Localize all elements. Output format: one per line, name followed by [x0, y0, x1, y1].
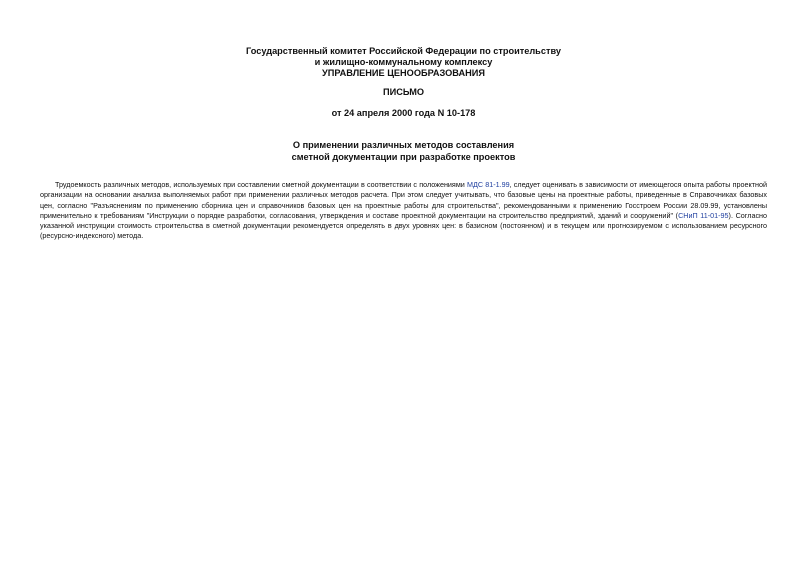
body-text-part-2: , следует оценивать в зависимости от имеющегося опыта работы проектной организации на основании анализа выполняемых работ при применении различных методов расчета. При этом следует учитывать, что базовые цены на проектные работы, приведенные в Справочниках базовых цен, согласно "Разъяснениям по применению сборника цен и справочников базовых цен на проектные работы для строительства", рекомендованными к применению Госстроем России 28.09.99, установлены применительно к требованиям "Инструкции о порядке разработки, согласования, утверждения и составе проектной документации на строительство предприятий, зданий и сооружений" ( — [40, 180, 767, 220]
issuer-department: УПРАВЛЕНИЕ ЦЕНООБРАЗОВАНИЯ — [322, 68, 485, 78]
link-mds-81-1-99[interactable]: МДС 81-1.99 — [466, 180, 510, 189]
body-text-part-3: ). Согласно указанной инструкции стоимость строительства в сметной документации рекомендуется определять в двух уровнях цен: в базисном (постоянном) и в текущем или прогнозируемом с использованием ресурсного (ресурсно-индексного) метода. — [40, 210, 768, 241]
issuer-header — [0, 46, 807, 79]
document-subject — [0, 140, 807, 163]
document-date-number: от 24 апреля 2000 года N 10-178 — [331, 108, 476, 118]
link-snip-11-01-95[interactable]: СНиП 11-01-95 — [678, 210, 729, 220]
document-type: ПИСЬМО — [382, 87, 425, 97]
issuer-line-2: и жилищно-коммунальному комплексу — [314, 57, 493, 67]
subject-line-2: сметной документации при разработке проектов — [291, 151, 516, 162]
issuer-line-1: Государственный комитет Российской Федерации по строительству — [246, 46, 561, 56]
subject-line-1: О применении различных методов составления — [292, 140, 515, 150]
body-paragraph — [40, 180, 767, 242]
body-text-part-1: Трудоемкость различных методов, используемых при составлении сметной документации в соответствии с положениями — [55, 180, 467, 189]
